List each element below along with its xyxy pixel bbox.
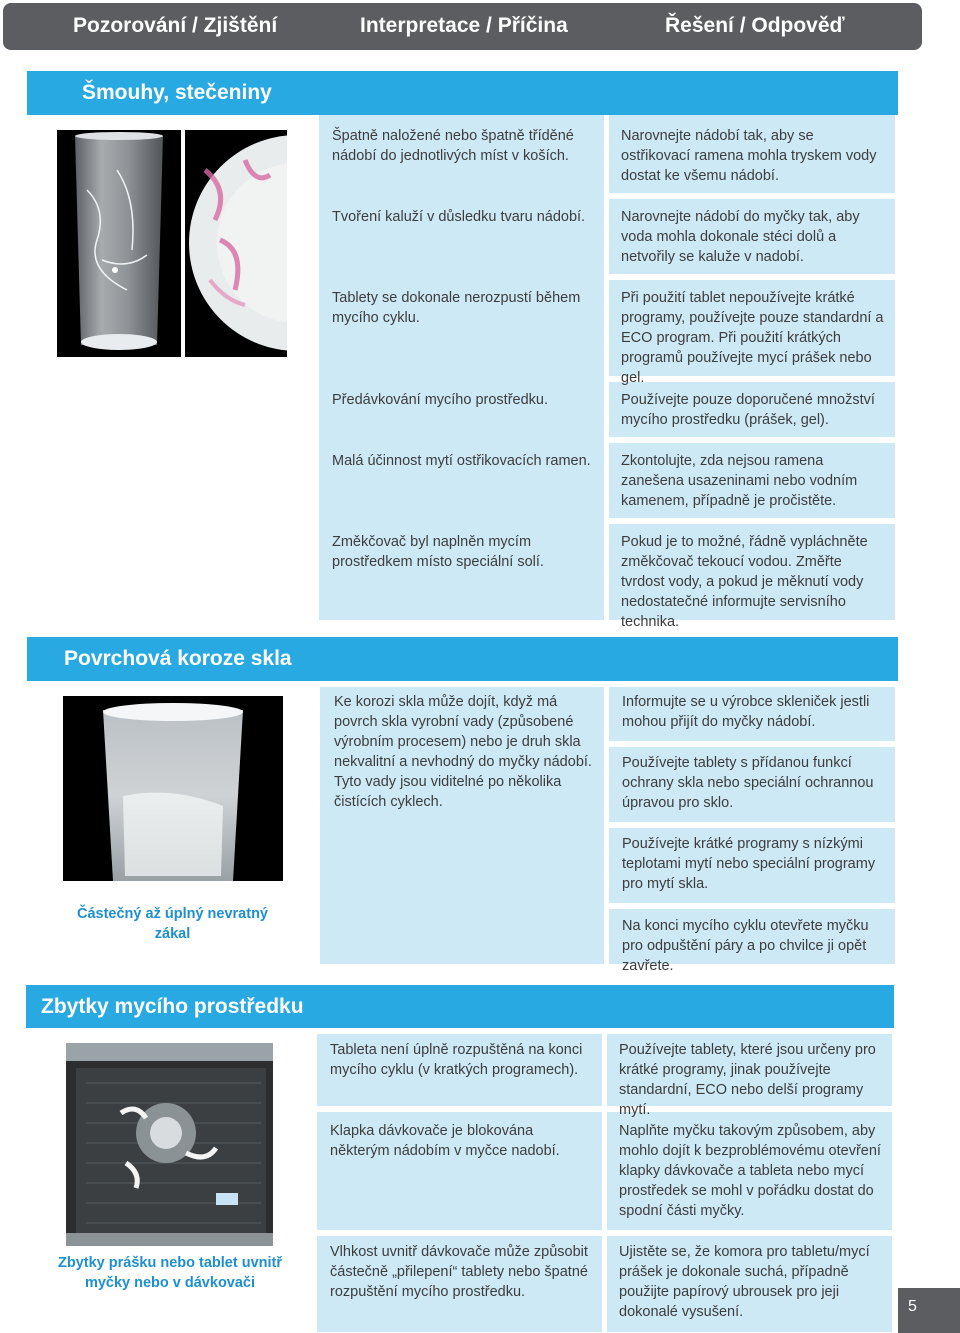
row-separator bbox=[609, 822, 895, 828]
section-title-glass-corrosion: Povrchová koroze skla bbox=[27, 637, 898, 681]
cause-text: Tableta není úplně rozpuštěná na konci mycího cyklu (v kratkých programech). bbox=[330, 1042, 583, 1078]
section-title-detergent-residue: Zbytky mycího prostředku bbox=[26, 985, 894, 1028]
cause-text: Změkčovač byl naplněn mycím prostředkem místo speciální solí. bbox=[332, 534, 544, 570]
solution-text: Pokud je to možné, řádně vypláchněte změkčovač tekoucí vodou. Změřte tvrdost vody, a pokud je měknutí vody nedostatečné informujte servisního technika. bbox=[621, 534, 868, 630]
solution-text: Používejte pouze doporučené množství mycího prostředku (prášek, gel). bbox=[621, 392, 875, 428]
table-header bbox=[3, 3, 922, 50]
row-separator bbox=[609, 518, 895, 524]
section-title-smudges: Šmouhy, stečeniny bbox=[27, 71, 898, 115]
row-separator bbox=[317, 1106, 602, 1112]
corrosion-caption: Částečný až úplný nevratný zákal bbox=[77, 906, 268, 942]
solution-text: Používejte krátké programy s nízkými teplotami mytí nebo speciální programy pro mytí skla. bbox=[622, 836, 876, 892]
row-separator bbox=[609, 903, 895, 909]
solution-text: Naplňte myčku takovým způsobem, aby mohlo dojít k bezproblémovému otevření klapky dávkovače a tableta nebo mycí prostředek se mohl v pořádku dostat do spodní části myčky. bbox=[619, 1123, 881, 1219]
cause-text: Malá účinnost mytí ostřikovacích ramen. bbox=[332, 453, 591, 469]
glass-smudges-photo bbox=[57, 130, 181, 357]
corroded-glass-photo bbox=[63, 696, 283, 881]
cause-text: Klapka dávkovače je blokována některým nádobím v myčce nadobí. bbox=[330, 1123, 560, 1159]
plate-stains-photo bbox=[185, 130, 287, 357]
solution-text: Používejte tablety, které jsou určeny pro krátké programy, jinak používejte standardní, ECO nebo delší programy mytí. bbox=[619, 1042, 876, 1118]
solution-text: Narovnejte nádobí do myčky tak, aby voda mohla dokonale stéci dolů a netvořily se kaluže v nadobí. bbox=[621, 209, 860, 265]
row-separator bbox=[609, 193, 895, 199]
solution-text: Používejte tablety s přídanou funkcí ochrany skla nebo speciální ochrannou úpravou pro sklo. bbox=[622, 755, 874, 811]
header-solution: Řešení / Odpověď bbox=[665, 14, 845, 37]
row-separator bbox=[609, 741, 895, 747]
dishwasher-residue-photo bbox=[66, 1043, 273, 1246]
row-separator bbox=[317, 1230, 602, 1236]
solution-text: Ujistěte se, že komora pro tabletu/mycí prášek je dokonale suchá, případně použijte papírový ubrousek pro jeji dokonalé vysušení. bbox=[619, 1244, 870, 1320]
solution-text: Zkontolujte, zda nejsou ramena zanešena usazeninami nebo vodním kamenem, případně je pročistěte. bbox=[621, 453, 858, 509]
cause-text: Předávkování mycího prostředku. bbox=[332, 392, 548, 408]
cause-text: Ke korozi skla může dojít, když má povrch skla vyrobní vady (způsobené výrobním procesem) nebo je druh skla nekvalitní a nevhodný do myčky nádobí. Tyto vady jsou viditelné po několika čistících cyklech. bbox=[334, 694, 592, 810]
row-separator bbox=[609, 274, 895, 280]
cause-text: Špatně naložené nebo špatně tříděné nádobí do jednotlivých míst v koších. bbox=[332, 128, 574, 164]
solution-text: Informujte se u výrobce skleniček jestli mohou přijít do myčky nádobí. bbox=[622, 694, 870, 730]
cause-text: Vlhkost uvnitř dávkovače může způsobit částečně „přilepení“ tablety nebo špatné rozpuštění mycího prostředku. bbox=[330, 1244, 588, 1300]
row-separator bbox=[609, 437, 895, 443]
solution-text: Narovnejte nádobí tak, aby se ostřikovací ramena mohla tryskem vody dostat ke všemu nádobí. bbox=[621, 128, 877, 184]
page-number: 5 bbox=[898, 1288, 960, 1333]
solution-text: Na konci mycího cyklu otevřete myčku pro odpuštění páry a po chvilce ji opět zavřete. bbox=[622, 918, 869, 974]
cause-text: Tvoření kaluží v důsledku tvaru nádobí. bbox=[332, 209, 586, 225]
header-cause: Interpretace / Příčina bbox=[360, 14, 568, 37]
residue-caption: Zbytky prášku nebo tablet uvnitř myčky nebo v dávkovači bbox=[58, 1255, 282, 1291]
header-observation: Pozorování / Zjištění bbox=[73, 14, 278, 37]
cause-text: Tablety se dokonale nerozpustí během mycího cyklu. bbox=[332, 290, 581, 326]
row-separator bbox=[607, 1230, 892, 1236]
solution-text: Při použití tablet nepoužívejte krátké programy, používejte pouze standardní a ECO program. Při použití krátkých programů používejte mycí prášek nebo gel. bbox=[621, 290, 884, 386]
